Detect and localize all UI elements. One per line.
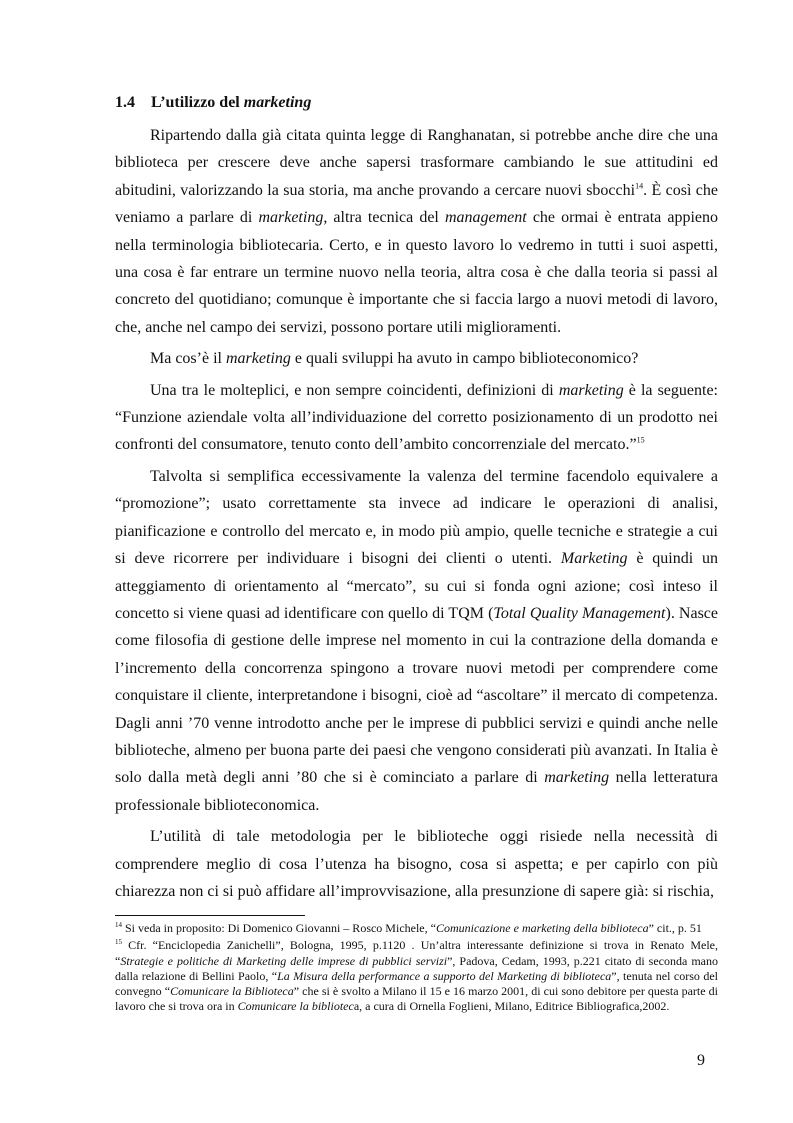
section-title: L’utilizzo del marketing xyxy=(151,94,312,111)
paragraph: Una tra le molteplici, e non sempre coincidenti, definizioni di marketing è la seguente: “Funzione aziendale volta all’individuazione del corretto posizionamento di un prodotto nei confronti del consumatore, tenuto conto dell’ambito concorrenziale del mercato.”$^{15}$ xyxy=(115,381,718,454)
footnote-ref: 15 xyxy=(636,436,645,446)
footnote-15: $^{15}$ Cfr. “Enciclopedia Zanichelli”, Bologna, 1995, p.1120 . Un’altra interessante definizione si trova in Renato Mele, “Strategie e politiche di Marketing delle imprese di pubblici servizi”, Padova, Cedam, 1993, p.221 citato di seconda mano dalla relazione di Bellini Paolo, “La Misura della performance a supporto del Marketing di biblioteca”, tenuta nel corso del convegno “Comunicare la Biblioteca” che si è svolto a Milano il 15 e 16 marzo 2001, di cui sono debitore per questa parte di lavoro che si trova ora in Comunicare la biblioteca, a cura di Ornella Foglieni, Milano, Editrice Bibliografica,2002. xyxy=(115,938,718,1014)
paragraph: L’utilità di tale metodologia per le biblioteche oggi risiede nella necessità di comprendere meglio di cosa l’utenza ha bisogno, cosa si aspetta; e per capirlo con più chiarezza non ci si può affidare all’improvvisazione, alla presunzione di sapere già: si rischia, xyxy=(115,828,718,900)
body-text xyxy=(115,122,718,909)
section-heading xyxy=(115,94,311,112)
footnote-14: $^{14}$ Si veda in proposito: Di Domenico Giovanni – Rosco Michele, “Comunicazione e marketing della biblioteca” cit., p. 51 xyxy=(115,921,702,935)
footnotes xyxy=(115,921,718,1017)
paragraph: Talvolta si semplifica eccessivamente la valenza del termine facendolo equivalere a “promozione”; usato correttamente sta invece ad indicare le operazioni di analisi, pianificazione e controllo del mercato e, in modo più ampio, quelle tecniche e strategie a cui si deve ricorrere per individuare i bisogni dei clienti o utenti. Marketing è quindi un atteggiamento di orientamento al “mercato”, su cui si fonda ogni azione; così inteso il concetto si viene quasi ad identificare con quello di TQM (Total Quality Management). Nasce come filosofia di gestione delle imprese nel momento in cui la contrazione della domanda e l’incremento della concorrenza spingono a trovare nuovi metodi per comprendere come conquistare il cliente, interpretandone i bisogni, cioè ad “ascoltare” il mercato di competenza. Dagli anni ’70 venne introdotto anche per le imprese di pubblici servizi e quindi anche nelle biblioteche, almeno per buona parte dei paesi che vengono considerati più avanzati. In Italia è solo dalla metà degli anni ’80 che si è cominciato a parlare di marketing nella letteratura professionale biblioteconomica. xyxy=(115,467,719,814)
footnote-separator xyxy=(115,915,305,916)
footnote-ref: 14 xyxy=(635,181,644,191)
page-number: 9 xyxy=(697,1052,705,1069)
paragraph: Ripartendo dalla già citata quinta legge di Ranghanatan, si potrebbe anche dire che una biblioteca per crescere deve anche sapersi trasformare cambiando le sue attitudini ed abitudini, valorizzando la sua storia, ma anche provando a cercare nuovi sbocchi$^{14}$. È così che veniamo a parlare di marketing, altra tecnica del management che ormai è entrata appieno nella terminologia bibliotecaria. Certo, e in questo lavoro lo vedremo in tutti i suoi aspetti, una cosa è far entrare un termine nuovo nella teoria, altra cosa è che dalla teoria si passi al concreto del quotidiano; comunque è importante che si faccia largo a nuovi metodi di lavoro, che, anche nel campo dei servizi, possono portare utili miglioramenti. xyxy=(115,127,719,336)
paragraph: Ma cos’è il marketing e quali sviluppi ha avuto in campo biblioteconomico? xyxy=(150,350,639,368)
section-number: 1.4 xyxy=(115,94,135,111)
